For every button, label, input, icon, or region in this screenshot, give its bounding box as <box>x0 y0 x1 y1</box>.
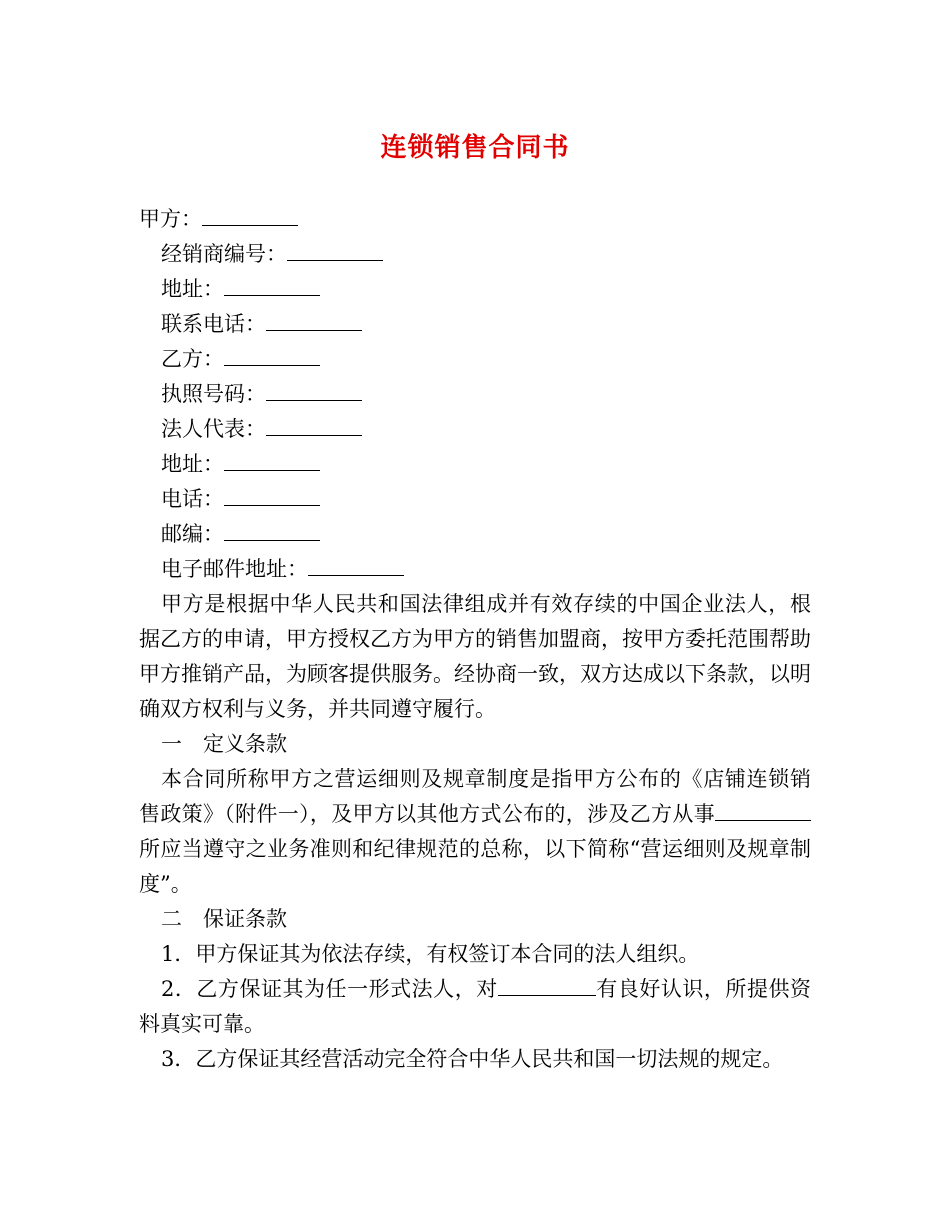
section-1-blank-a <box>715 799 775 821</box>
field-line-contact-phone <box>139 307 811 342</box>
field-line-dealer-number <box>139 237 811 272</box>
field-line-address-b <box>139 447 811 482</box>
field-blank <box>224 484 320 506</box>
section-2-heading: 二 保证条款 <box>161 907 287 931</box>
section-1-text-after: 所应当遵守之业务准则和纪律规范的总称，以下简称“营运细则及规章制度”。 <box>139 837 811 896</box>
clause-1: 1．甲方保证其为依法存续，有权签订本合同的法人组织。 <box>161 942 700 966</box>
document-title: 连锁销售合同书 <box>380 133 570 163</box>
field-line-phone <box>139 482 811 517</box>
section-1-paragraph <box>139 762 811 902</box>
field-label: 地址： <box>161 277 224 301</box>
field-label: 地址： <box>161 452 224 476</box>
clause-2 <box>139 972 811 1042</box>
field-line-address-a <box>139 272 811 307</box>
party-a-line <box>139 202 811 237</box>
field-blank <box>224 344 320 366</box>
field-line-license-number <box>139 377 811 412</box>
field-blank <box>224 274 320 296</box>
field-blank <box>287 239 383 261</box>
field-blank <box>224 449 320 471</box>
section-1-heading: 一 定义条款 <box>161 732 287 756</box>
field-line-party-b <box>139 342 811 377</box>
party-a-label: 甲方： <box>139 207 202 231</box>
field-blank <box>308 554 404 576</box>
section-1-text-before: 本合同所称甲方之营运细则及规章制度是指甲方公布的《店铺连锁销售政策》（附件一），及甲方以其他方式公布的，涉及乙方从事 <box>139 767 811 826</box>
clause-2-text-before: 2．乙方保证其为任一形式法人，对 <box>161 977 498 1001</box>
field-line-postcode <box>139 517 811 552</box>
clause-2-text-after: 有良好认识，所提供资料真实可靠。 <box>139 977 811 1036</box>
field-line-email <box>139 552 811 587</box>
clause-3: 3．乙方保证其经营活动完全符合中华人民共和国一切法规的规定。 <box>161 1047 784 1071</box>
field-label: 经销商编号： <box>161 242 287 266</box>
field-label: 法人代表： <box>161 417 266 441</box>
field-label: 电子邮件地址： <box>161 557 308 581</box>
clause-2-blank <box>498 974 596 996</box>
field-blank <box>266 414 362 436</box>
field-label: 电话： <box>161 487 224 511</box>
field-blank <box>266 309 362 331</box>
document-body <box>139 202 811 1077</box>
field-label: 乙方： <box>161 347 224 371</box>
field-label: 联系电话： <box>161 312 266 336</box>
field-blank <box>266 379 362 401</box>
field-line-legal-representative <box>139 412 811 447</box>
intro-paragraph: 甲方是根据中华人民共和国法律组成并有效存续的中国企业法人，根据乙方的申请，甲方授权乙方为甲方的销售加盟商，按甲方委托范围帮助甲方推销产品，为顾客提供服务。经协商一致，双方达成以下条款，以明确双方权利与义务，并共同遵守履行。 <box>139 592 811 721</box>
field-label: 执照号码： <box>161 382 266 406</box>
party-a-blank <box>202 204 298 226</box>
section-1-blank-b <box>775 799 811 821</box>
field-blank <box>224 519 320 541</box>
field-label: 邮编： <box>161 522 224 546</box>
